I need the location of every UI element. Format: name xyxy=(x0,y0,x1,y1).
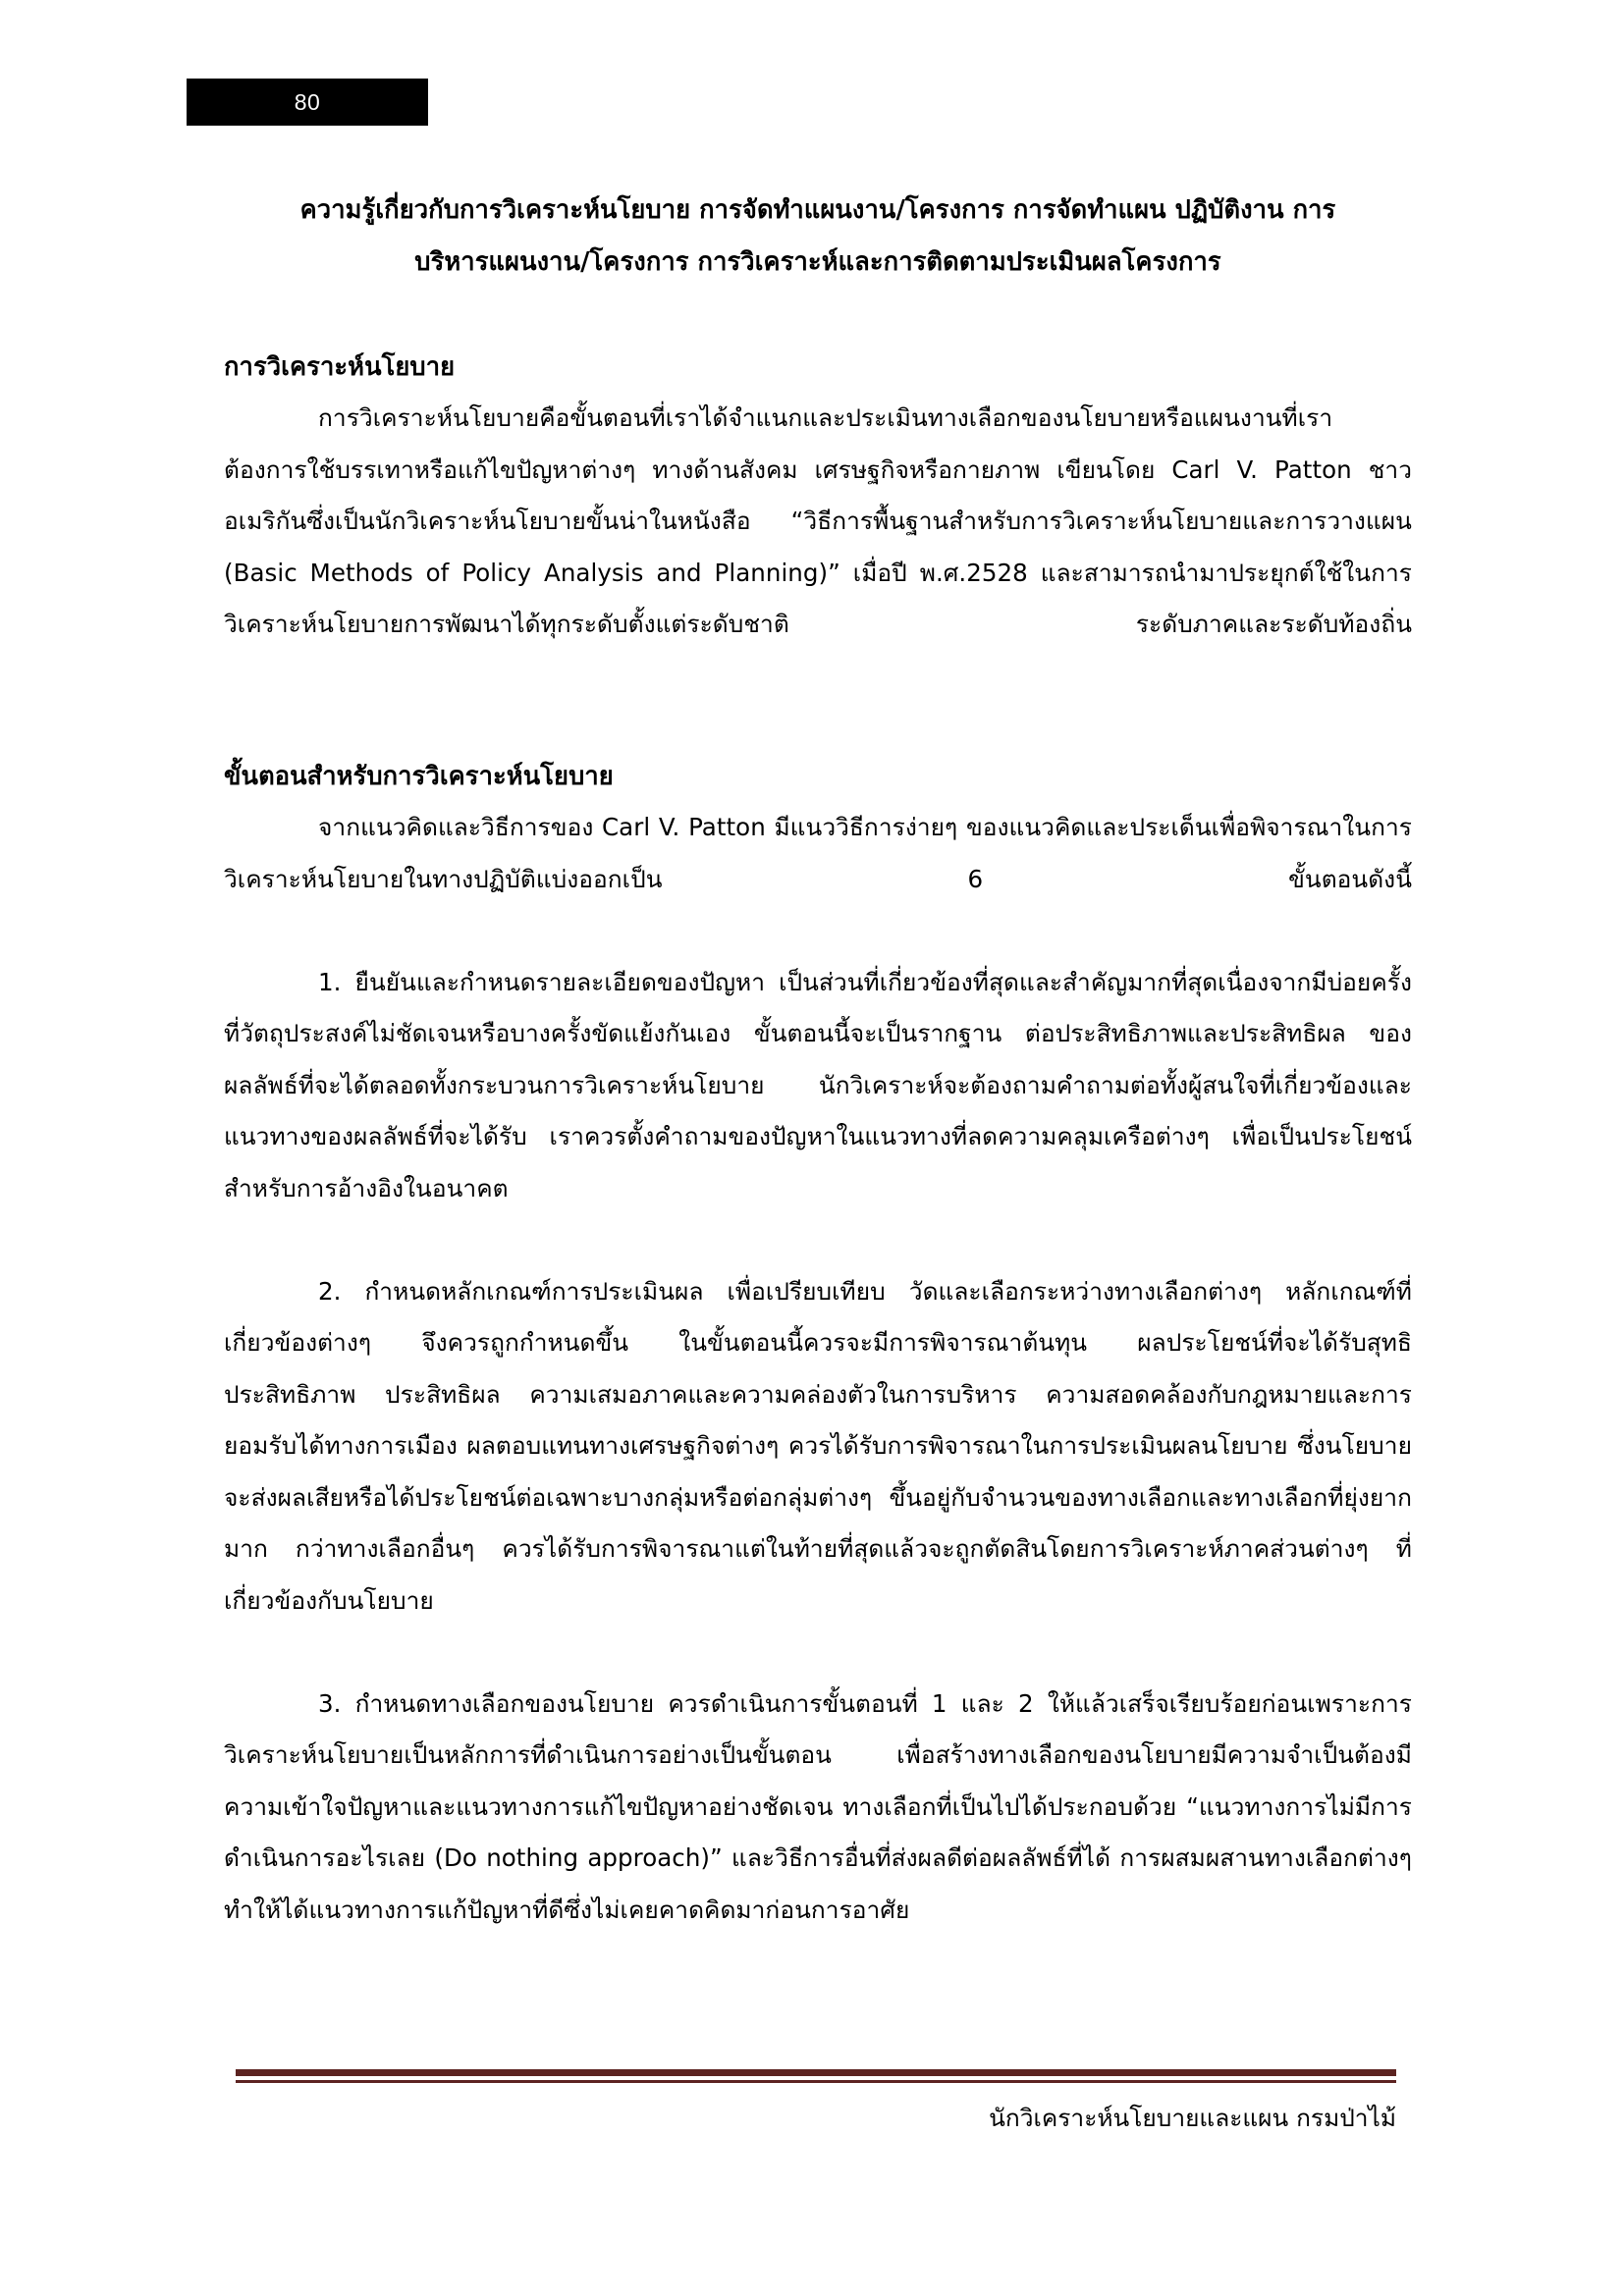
paragraph-step-3: 3. กำหนดทางเลือกของนโยบาย ควรดำเนินการขั้นตอนที่ 1 และ 2 ให้แล้วเสร็จเรียบร้อยก่อนเพราะการ วิเคราะห์นโยบายเป็นหลักการที่ดำเนินการอย่างเป็นขั้นตอน เพื่อสร้างทางเลือกของนโยบายมีความจำเป็นต้องมีความเข้าใจปัญหาและแนวทางการแก้ไขปัญหาอย่างชัดเจน ทางเลือกที่เป็นไปได้ประกอบด้วย “แนวทางการไม่มีการดำเนินการอะไรเลย (Do nothing approach)” และวิธีการอื่นที่ส่งผลดีต่อผลลัพธ์ที่ได้ การผสมผสานทางเลือกต่างๆ ทำให้ได้แนวทางการแก้ปัญหาที่ดีซึ่งไม่เคยคาดคิดมาก่อนการอาศัย xyxy=(224,1688,1412,1924)
paragraph-steps-intro: จากแนวคิดและวิธีการของ Carl V. Patton มีแนววิธีการง่ายๆ ของแนวคิดและประเด็นเพื่อพิจารณาในการวิเคราะห์นโยบายในทางปฏิบัติแบ่งออกเป็น 6 ขั้นตอนดังนี้ xyxy=(224,813,1412,893)
section-heading-policy-analysis: การวิเคราะห์นโยบาย xyxy=(224,352,456,382)
page-title-line-2: บริหารแผนงาน/โครงการ การวิเคราะห์และการติดตามประเมินผลโครงการ xyxy=(414,247,1221,277)
page-number-block xyxy=(187,79,428,126)
page-title-line-1: ความรู้เกี่ยวกับการวิเคราะห์นโยบาย การจัดทำแผนงาน/โครงการ การจัดทำแผน ปฏิบัติงาน การ xyxy=(299,195,1336,225)
section-heading-policy-analysis-steps: ขั้นตอนสำหรับการวิเคราะห์นโยบาย xyxy=(224,762,614,791)
page-title xyxy=(224,185,1412,289)
spacer xyxy=(224,289,1412,342)
document-content xyxy=(224,185,1412,1988)
paragraph-step-1: 1. ยืนยันและกำหนดรายละเอียดของปัญหา เป็นส่วนที่เกี่ยวข้องที่สุดและสำคัญมากที่สุดเนื่องจากมีบ่อยครั้ง ที่วัตถุประสงค์ไม่ชัดเจนหรือบางครั้งขัดแย้งกันเอง ขั้นตอนนี้จะเป็นรากฐาน ต่อประสิทธิภาพและประสิทธิผล ของผลลัพธ์ที่จะได้ตลอดทั้งกระบวนการวิเคราะห์นโยบาย นักวิเคราะห์จะต้องถามคำถามต่อทั้งผู้สนใจที่เกี่ยวข้องและแนวทางของผลลัพธ์ที่จะได้รับ เราควรตั้งคำถามของปัญหาในแนวทางที่ลดความคลุมเครือต่างๆ เพื่อเป็นประโยชน์สำหรับการอ้างอิงในอนาคต xyxy=(224,967,1412,1202)
footer-divider-thick-bar xyxy=(236,2069,1396,2076)
footer-text: นักวิเคราะห์นโยบายและแผน กรมป่าไม้ xyxy=(989,2104,1396,2132)
footer-divider-thin-bar xyxy=(236,2080,1396,2083)
paragraph-policy-analysis-intro: การวิเคราะห์นโยบายคือขั้นตอนที่เราได้จำแนกและประเมินทางเลือกของนโยบายหรือแผนงานที่เราต้องการใช้บรรเทาหรือแก้ไขปัญหาต่างๆ ทางด้านสังคม เศรษฐกิจหรือกายภาพ เขียนโดย Carl V. Patton ชาวอเมริกันซึ่งเป็นนักวิเคราะห์นโยบายขั้นน่าในหนังสือ “วิธีการพื้นฐานสำหรับการวิเคราะห์นโยบายและการวางแผน (Basic Methods of Policy Analysis and Planning)” เมื่อปี พ.ศ.2528 และสามารถนำมาประยุกต์ใช้ในการวิเคราะห์นโยบายการพัฒนาได้ทุกระดับตั้งแต่ระดับชาติ ระดับภาคและระดับท้องถิ่น xyxy=(224,403,1412,638)
page-number-text: 80 xyxy=(294,89,321,115)
paragraph-step-2: 2. กำหนดหลักเกณฑ์การประเมินผล เพื่อเปรียบเทียบ วัดและเลือกระหว่างทางเลือกต่างๆ หลักเกณฑ์ที่เกี่ยวข้องต่างๆ จึงควรถูกกำหนดขึ้น ในขั้นตอนนี้ควรจะมีการพิจารณาต้นทุน ผลประโยชน์ที่จะได้รับสุทธิ ประสิทธิภาพ ประสิทธิผล ความเสมอภาคและความคล่องตัวในการบริหาร ความสอดคล้องกับกฎหมายและการยอมรับได้ทางการเมือง ผลตอบแทนทางเศรษฐกิจต่างๆ ควรได้รับการพิจารณาในการประเมินผลนโยบาย ซึ่งนโยบายจะส่งผลเสียหรือได้ประโยชน์ต่อเฉพาะบางกลุ่มหรือต่อกลุ่มต่างๆ ขึ้นอยู่กับจำนวนของทางเลือกและทางเลือกที่ยุ่งยาก มาก กว่าทางเลือกอื่นๆ ควรได้รับการพิจารณาแต่ในท้ายที่สุดแล้วจะถูกตัดสินโดยการวิเคราะห์ภาคส่วนต่างๆ ที่เกี่ยวข้องกับนโยบาย xyxy=(224,1276,1412,1615)
footer-divider xyxy=(236,2069,1396,2083)
spacer xyxy=(224,702,1412,751)
